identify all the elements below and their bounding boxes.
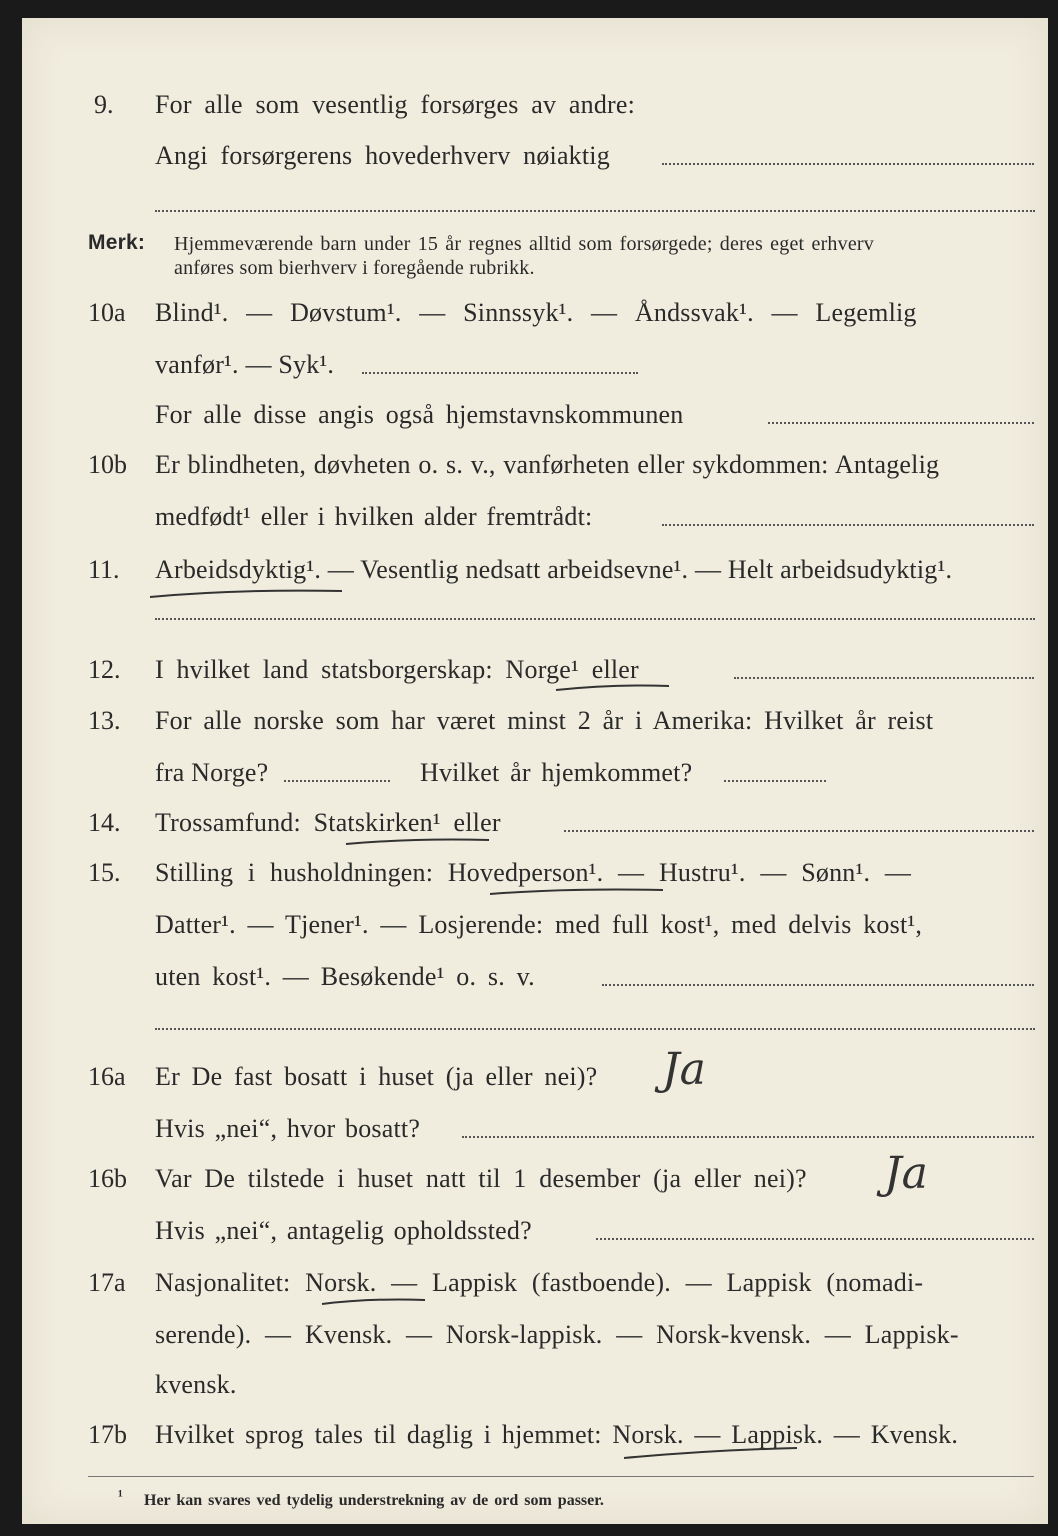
merk-line2: anføres som bierhverv i foregående rubrikk. <box>174 257 535 279</box>
q12-line1: I hvilket land statsborgerskap: Norge¹ eller <box>155 655 639 684</box>
q17a-line2: serende). — Kvensk. — Norsk-lappisk. — Norsk-kvensk. — Lappisk- <box>155 1320 959 1349</box>
q14-line1: Trossamfund: Statskirken¹ eller <box>155 808 501 837</box>
q17a-line1: Nasjonalitet: Norsk. — Lappisk (fastboende). — Lappisk (nomadi- <box>155 1268 924 1297</box>
q14-answer-line <box>564 830 1034 832</box>
q12-number: 12. <box>88 655 121 684</box>
q16a-line2: Hvis „nei“, hvor bosatt? <box>155 1114 421 1143</box>
q15-number: 15. <box>88 858 121 887</box>
footnote-mark: ¹ <box>118 1488 123 1505</box>
q15-extra-line <box>155 1028 1035 1030</box>
q10a-kommune-line <box>768 422 1034 424</box>
q16b-line1: Var De tilstede i huset natt til 1 desember (ja eller nei)? <box>155 1164 807 1193</box>
q15-line3: uten kost¹. — Besøkende¹ o. s. v. <box>155 962 535 991</box>
q11-line1: Arbeidsdyktig¹. — Vesentlig nedsatt arbeidsevne¹. — Helt arbeidsudyktig¹. <box>155 555 953 584</box>
q10b-line1: Er blindheten, døvheten o. s. v., vanførheten eller sykdommen: Antagelig <box>155 450 940 479</box>
q11-extra-line <box>155 618 1035 620</box>
q15-underline-mark <box>488 882 668 902</box>
merk-label: Merk: <box>88 231 146 254</box>
q15-line2: Datter¹. — Tjener¹. — Losjerende: med full kost¹, med delvis kost¹, <box>155 910 923 939</box>
q10a-answer-line <box>362 372 638 374</box>
q10a-number: 10a <box>88 298 126 327</box>
q14-number: 14. <box>88 808 121 837</box>
q16a-answer-line <box>462 1136 1034 1138</box>
q9-line2: Angi forsørgerens hovederhverv nøiaktig <box>155 141 610 170</box>
q17b-number: 17b <box>88 1420 127 1449</box>
q16a-handwritten-answer: Ja <box>662 1044 706 1095</box>
q11-underline-mark <box>147 583 347 603</box>
q17b-line1: Hvilket sprog tales til daglig i hjemmet: Norsk. — Lappisk. — Kvensk. <box>155 1420 959 1449</box>
q9-number: 9. <box>94 90 114 119</box>
q10a-line2: vanfør¹. — Syk¹. <box>155 350 335 379</box>
q14-underline-mark <box>344 832 494 852</box>
footnote-text: Her kan svares ved tydelig understrekning av de ord som passer. <box>144 1492 604 1509</box>
q17a-number: 17a <box>88 1268 126 1297</box>
q10b-answer-line <box>662 524 1034 526</box>
q13-line2a: fra Norge? <box>155 758 269 787</box>
q13-line1: For alle norske som har været minst 2 år i Amerika: Hvilket år reist <box>155 706 934 735</box>
q16b-number: 16b <box>88 1164 127 1193</box>
q10a-line3: For alle disse angis også hjemstavnskommunen <box>155 400 684 429</box>
q9-answer-line <box>662 163 1034 165</box>
census-form-page <box>22 18 1048 1524</box>
q10b-line2: medfødt¹ eller i hvilken alder fremtrådt: <box>155 502 593 531</box>
q9-line1: For alle som vesentlig forsørges av andre: <box>155 90 636 119</box>
q17a-underline-mark <box>320 1292 430 1312</box>
q11-number: 11. <box>88 555 120 584</box>
q17b-underline-mark <box>622 1442 802 1466</box>
q15-line1: Stilling i husholdningen: Hovedperson¹. — Hustru¹. — Sønn¹. — <box>155 858 912 887</box>
q13-reist-line <box>284 780 390 782</box>
q10b-number: 10b <box>88 450 127 479</box>
q13-number: 13. <box>88 706 121 735</box>
q10a-line1: Blind¹. — Døvstum¹. — Sinnssyk¹. — Åndssvak¹. — Legemlig <box>155 298 917 327</box>
q13-line2b: Hvilket år hjemkommet? <box>420 758 693 787</box>
q9-extra-line <box>155 210 1035 212</box>
q12-answer-line <box>734 677 1034 679</box>
q12-underline-mark <box>554 678 674 698</box>
footnote-divider <box>88 1476 1034 1477</box>
q17a-line3: kvensk. <box>155 1370 237 1399</box>
q16b-line2: Hvis „nei“, antagelig opholdssted? <box>155 1216 532 1245</box>
q15-answer-line <box>602 984 1034 986</box>
q16b-answer-line <box>596 1238 1034 1240</box>
q16a-number: 16a <box>88 1062 126 1091</box>
q16b-handwritten-answer: Ja <box>884 1148 928 1199</box>
merk-line1: Hjemmeværende barn under 15 år regnes alltid som forsørgede; deres eget erhverv <box>174 233 874 255</box>
q13-hjemkommet-line <box>724 780 826 782</box>
q16a-line1: Er De fast bosatt i huset (ja eller nei)? <box>155 1062 598 1091</box>
